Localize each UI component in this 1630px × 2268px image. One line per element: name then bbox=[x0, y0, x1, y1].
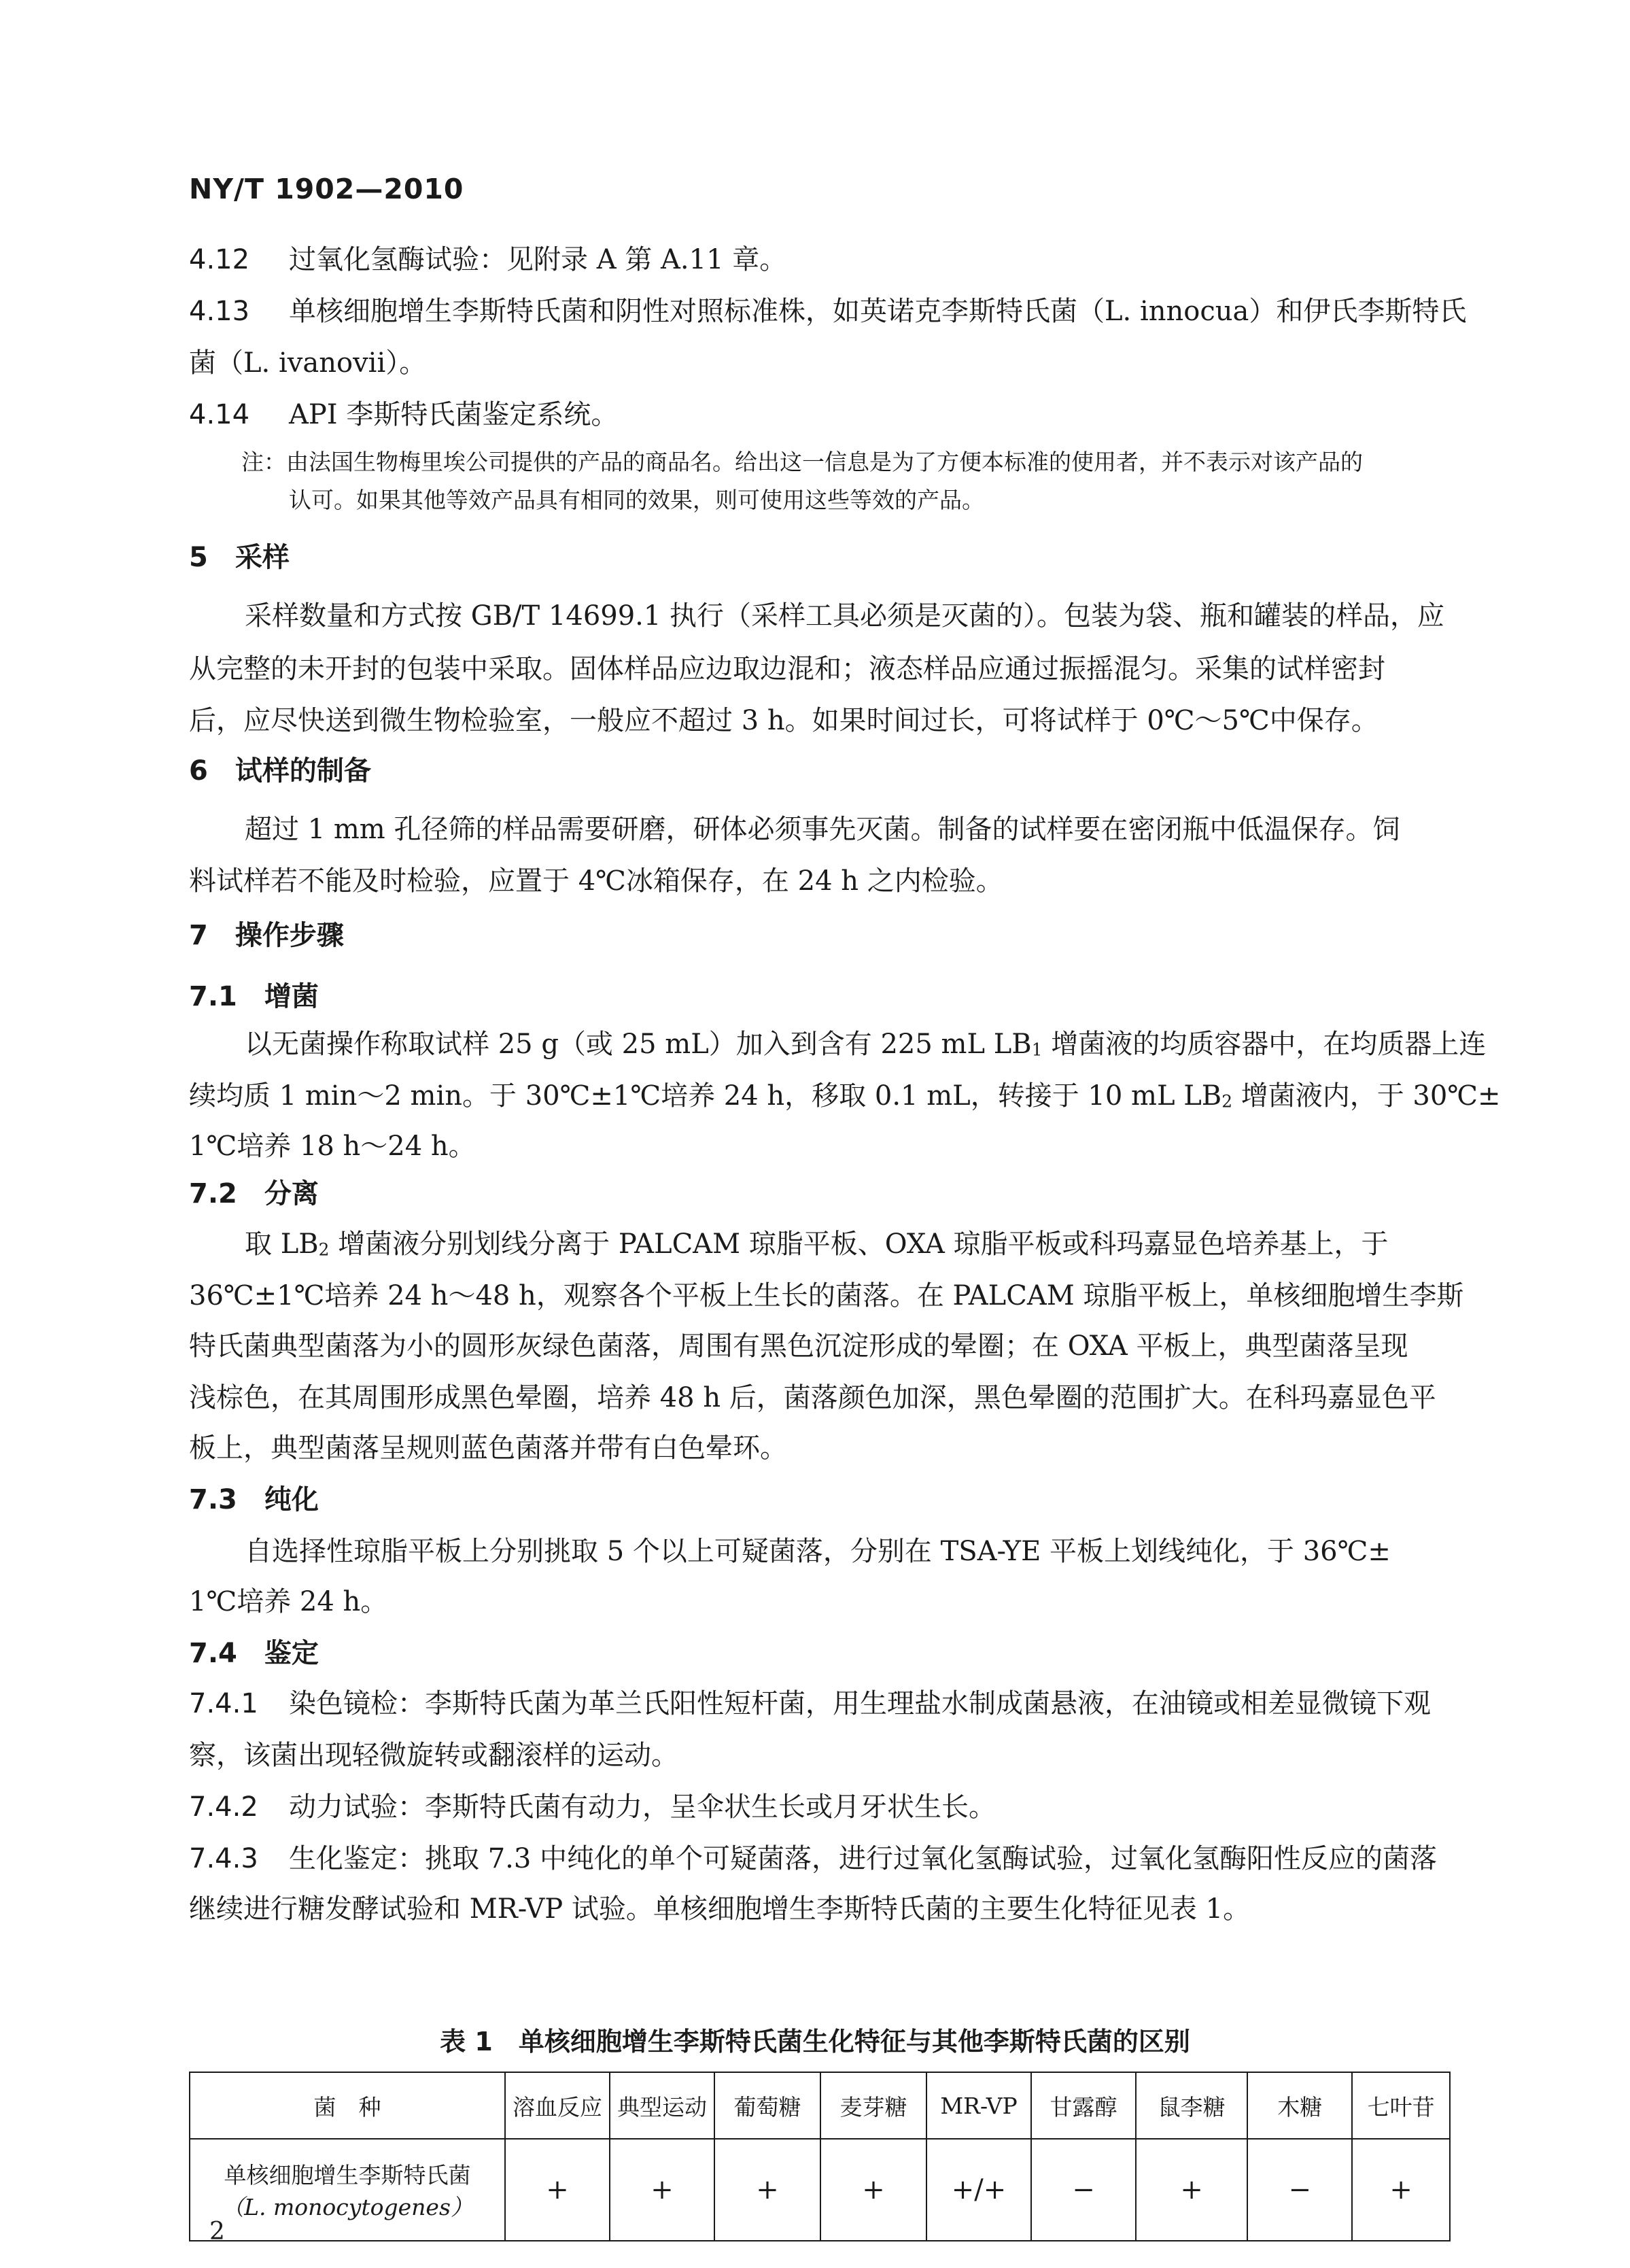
item-text: API 李斯特氏菌鉴定系统。 bbox=[289, 399, 619, 430]
species-latin: （L. monocytogenes） bbox=[222, 2194, 473, 2220]
subsection-heading: 7.4 鉴定 bbox=[189, 1638, 319, 1669]
species-name: 单核细胞增生李斯特氏菌 bbox=[224, 2162, 471, 2188]
species-cell bbox=[190, 2139, 505, 2241]
header-cell: 七叶苷 bbox=[1352, 2072, 1450, 2139]
page-number: 2 bbox=[209, 2218, 225, 2246]
item-number: 7.4.2 bbox=[189, 1791, 258, 1823]
paragraph-line: 1℃培养 18 h～24 h。 bbox=[189, 1131, 476, 1162]
table-header-row bbox=[190, 2072, 1450, 2139]
table-cell: + bbox=[1136, 2139, 1247, 2241]
paragraph-line: 料试样若不能及时检验，应置于 4℃冰箱保存，在 24 h 之内检验。 bbox=[189, 865, 1003, 897]
header-cell: 鼠李糖 bbox=[1136, 2072, 1247, 2139]
item-number: 7.4.1 bbox=[189, 1688, 258, 1719]
header-cell: MR-VP bbox=[926, 2072, 1031, 2139]
table-1 bbox=[189, 2072, 1451, 2241]
section-heading: 5 采样 bbox=[189, 542, 290, 573]
item-number: 4.13 bbox=[189, 296, 250, 327]
item-number: 7.4.3 bbox=[189, 1843, 258, 1874]
paragraph-line: 后，应尽快送到微生物检验室，一般应不超过 3 h。如果时间过长，可将试样于 0℃～5℃中保存。 bbox=[189, 705, 1378, 736]
paragraph-line: 继续进行糖发酵试验和 MR-VP 试验。单核细胞增生李斯特氏菌的主要生化特征见表 1。 bbox=[189, 1893, 1251, 1925]
table-cell: +/+ bbox=[926, 2139, 1031, 2241]
note-text: 认可。如果其他等效产品具有相同的效果，则可使用这些等效的产品。 bbox=[289, 487, 984, 513]
paragraph-line: 取 LB2 增菌液分别划线分离于 PALCAM 琼脂平板、OXA 琼脂平板或科玛嘉显色培养基上，于 bbox=[245, 1228, 1389, 1260]
paragraph-line: 生化鉴定：挑取 7.3 中纯化的单个可疑菌落，进行过氧化氢酶试验，过氧化氢酶阳性反应的菌落 bbox=[289, 1843, 1438, 1874]
table-cell: − bbox=[1247, 2139, 1352, 2241]
table-row bbox=[190, 2139, 1450, 2241]
standard-header: NY/T 1902—2010 bbox=[189, 173, 464, 205]
item-text: 单核细胞增生李斯特氏菌和阴性对照标准株，如英诺克李斯特氏菌（L. innocua）和伊氏李斯特氏 bbox=[289, 296, 1467, 327]
table-cell: + bbox=[820, 2139, 926, 2241]
table-cell: + bbox=[1352, 2139, 1450, 2241]
item-text: 过氧化氢酶试验：见附录 A 第 A.11 章。 bbox=[289, 244, 787, 275]
paragraph-line: 续均质 1 min～2 min。于 30℃±1℃培养 24 h，移取 0.1 mL，转接于 10 mL LB2 增菌液内，于 30℃± bbox=[189, 1080, 1501, 1112]
header-cell: 菌 种 bbox=[190, 2072, 505, 2139]
table-caption: 表 1 单核细胞增生李斯特氏菌生化特征与其他李斯特氏菌的区别 bbox=[440, 2027, 1190, 2057]
paragraph-line: 动力试验：李斯特氏菌有动力，呈伞状生长或月牙状生长。 bbox=[289, 1791, 996, 1823]
section-heading: 6 试样的制备 bbox=[189, 755, 371, 787]
note-text: 注：由法国生物梅里埃公司提供的产品的商品名。给出这一信息是为了方便本标准的使用者，并不表示对该产品的 bbox=[241, 449, 1363, 475]
subsection-heading: 7.2 分离 bbox=[189, 1178, 319, 1209]
paragraph-line: 以无菌操作称取试样 25 g（或 25 mL）加入到含有 225 mL LB1 增菌液的均质容器中，在均质器上连 bbox=[245, 1029, 1487, 1060]
paragraph-line: 从完整的未开封的包装中采取。固体样品应边取边混和；液态样品应通过振摇混匀。采集的试样密封 bbox=[189, 653, 1385, 685]
table-cell: + bbox=[505, 2139, 610, 2241]
item-text: 菌（L. ivanovii）。 bbox=[189, 347, 427, 379]
header-cell: 麦芽糖 bbox=[820, 2072, 926, 2139]
paragraph-line: 察，该菌出现轻微旋转或翻滚样的运动。 bbox=[189, 1740, 678, 1771]
subsection-heading: 7.1 增菌 bbox=[189, 981, 319, 1012]
header-cell: 木糖 bbox=[1247, 2072, 1352, 2139]
paragraph-line: 染色镜检：李斯特氏菌为革兰氏阳性短杆菌，用生理盐水制成菌悬液，在油镜或相差显微镜下观 bbox=[289, 1688, 1431, 1719]
item-number: 4.12 bbox=[189, 244, 250, 275]
paragraph-line: 特氏菌典型菌落为小的圆形灰绿色菌落，周围有黑色沉淀形成的晕圈；在 OXA 平板上，典型菌落呈现 bbox=[189, 1330, 1408, 1362]
paragraph-line: 1℃培养 24 h。 bbox=[189, 1586, 388, 1617]
header-cell: 典型运动 bbox=[610, 2072, 714, 2139]
item-number: 4.14 bbox=[189, 399, 250, 430]
paragraph-line: 采样数量和方式按 GB/T 14699.1 执行（采样工具必须是灭菌的）。包装为袋、瓶和罐装的样品，应 bbox=[245, 600, 1445, 632]
paragraph-line: 板上，典型菌落呈规则蓝色菌落并带有白色晕环。 bbox=[189, 1432, 787, 1464]
table-cell: + bbox=[610, 2139, 714, 2241]
table-cell: − bbox=[1031, 2139, 1136, 2241]
paragraph-line: 超过 1 mm 孔径筛的样品需要研磨，研体必须事先灭菌。制备的试样要在密闭瓶中低温保存。饲 bbox=[245, 814, 1400, 845]
header-cell: 甘露醇 bbox=[1031, 2072, 1136, 2139]
subsection-heading: 7.3 纯化 bbox=[189, 1484, 319, 1515]
paragraph-line: 36℃±1℃培养 24 h～48 h，观察各个平板上生长的菌落。在 PALCAM 琼脂平板上，单核细胞增生李斯 bbox=[189, 1280, 1464, 1311]
header-cell: 溶血反应 bbox=[505, 2072, 610, 2139]
table-cell: + bbox=[714, 2139, 820, 2241]
section-heading: 7 操作步骤 bbox=[189, 920, 344, 951]
header-cell: 葡萄糖 bbox=[714, 2072, 820, 2139]
paragraph-line: 自选择性琼脂平板上分别挑取 5 个以上可疑菌落，分别在 TSA-YE 平板上划线纯化，于 36℃± bbox=[245, 1536, 1391, 1567]
paragraph-line: 浅棕色，在其周围形成黑色晕圈，培养 48 h 后，菌落颜色加深，黑色晕圈的范围扩大。在科玛嘉显色平 bbox=[189, 1382, 1436, 1413]
